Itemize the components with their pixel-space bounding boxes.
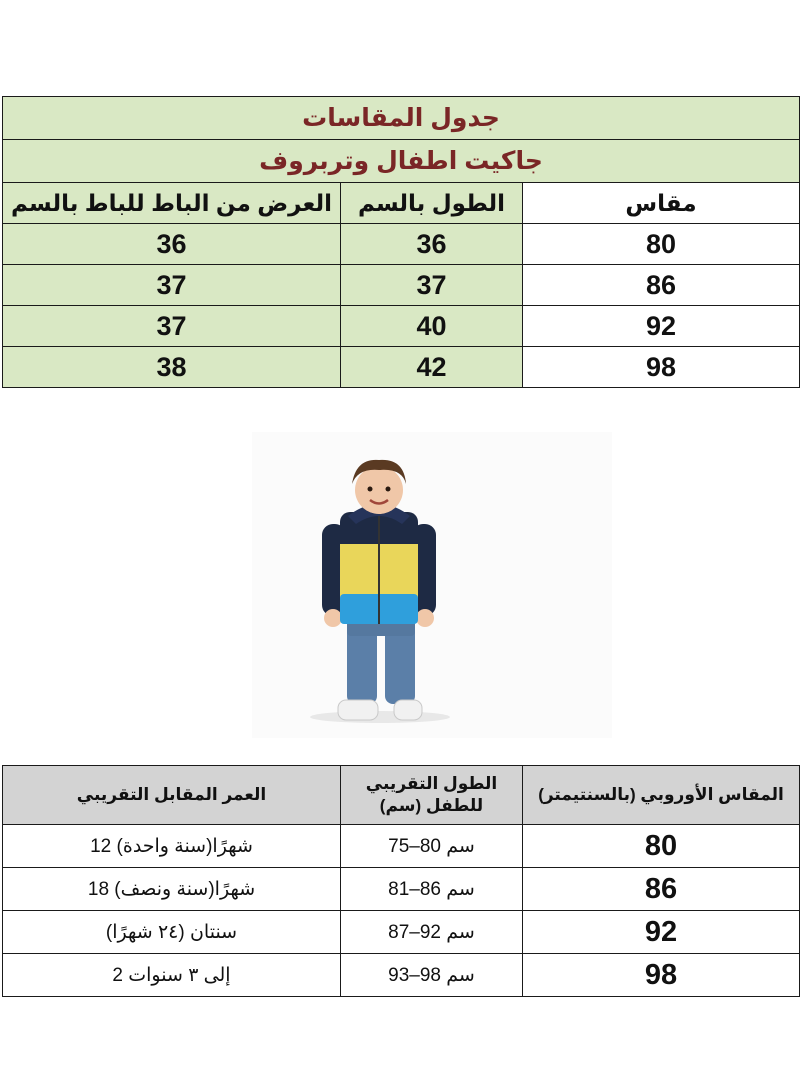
size-chart-subtitle: جاكيت اطفال وتربروف xyxy=(3,140,800,183)
header-child-height: الطول التقريبي للطفل (سم) xyxy=(341,766,523,825)
table-row xyxy=(3,306,800,347)
width-cell: 37 xyxy=(3,265,341,306)
table-row xyxy=(3,265,800,306)
height-range-cell: 75–80 سم xyxy=(341,825,523,868)
header-eu-size: المقاس الأوروبي (بالسنتيمتر) xyxy=(523,766,800,825)
size-chart-title: جدول المقاسات xyxy=(3,97,800,140)
size-cell: 98 xyxy=(523,347,800,388)
length-cell: 37 xyxy=(341,265,523,306)
header-width: العرض من الباط للباط بالسم xyxy=(3,183,341,224)
age-chart-header-row xyxy=(3,766,800,825)
table-row xyxy=(3,825,800,868)
table-row xyxy=(3,868,800,911)
height-range-cell: 87–92 سم xyxy=(341,911,523,954)
age-chart-table xyxy=(2,765,800,997)
table-row xyxy=(3,224,800,265)
product-photo xyxy=(252,432,612,738)
header-length: الطول بالسم xyxy=(341,183,523,224)
width-cell: 36 xyxy=(3,224,341,265)
length-cell: 36 xyxy=(341,224,523,265)
table-row xyxy=(3,911,800,954)
eu-size-cell: 80 xyxy=(523,825,800,868)
width-cell: 38 xyxy=(3,347,341,388)
eu-size-cell: 98 xyxy=(523,954,800,997)
width-cell: 37 xyxy=(3,306,341,347)
eu-size-cell: 92 xyxy=(523,911,800,954)
size-cell: 86 xyxy=(523,265,800,306)
height-range-cell: 93–98 سم xyxy=(341,954,523,997)
length-cell: 42 xyxy=(341,347,523,388)
size-chart-table xyxy=(2,96,800,388)
eu-size-cell: 86 xyxy=(523,868,800,911)
length-cell: 40 xyxy=(341,306,523,347)
table-row xyxy=(3,347,800,388)
child-in-jacket-illustration xyxy=(252,432,612,738)
height-range-cell: 81–86 سم xyxy=(341,868,523,911)
size-chart-header-row xyxy=(3,183,800,224)
age-cell: 12 شهرًا(سنة واحدة) xyxy=(3,825,341,868)
header-age: العمر المقابل التقريبي xyxy=(3,766,341,825)
size-cell: 80 xyxy=(523,224,800,265)
age-cell: 18 شهرًا(سنة ونصف) xyxy=(3,868,341,911)
table-row xyxy=(3,954,800,997)
size-cell: 92 xyxy=(523,306,800,347)
age-cell: سنتان (٢٤ شهرًا) xyxy=(3,911,341,954)
age-cell: 2 إلى ٣ سنوات xyxy=(3,954,341,997)
header-size: مقاس xyxy=(523,183,800,224)
